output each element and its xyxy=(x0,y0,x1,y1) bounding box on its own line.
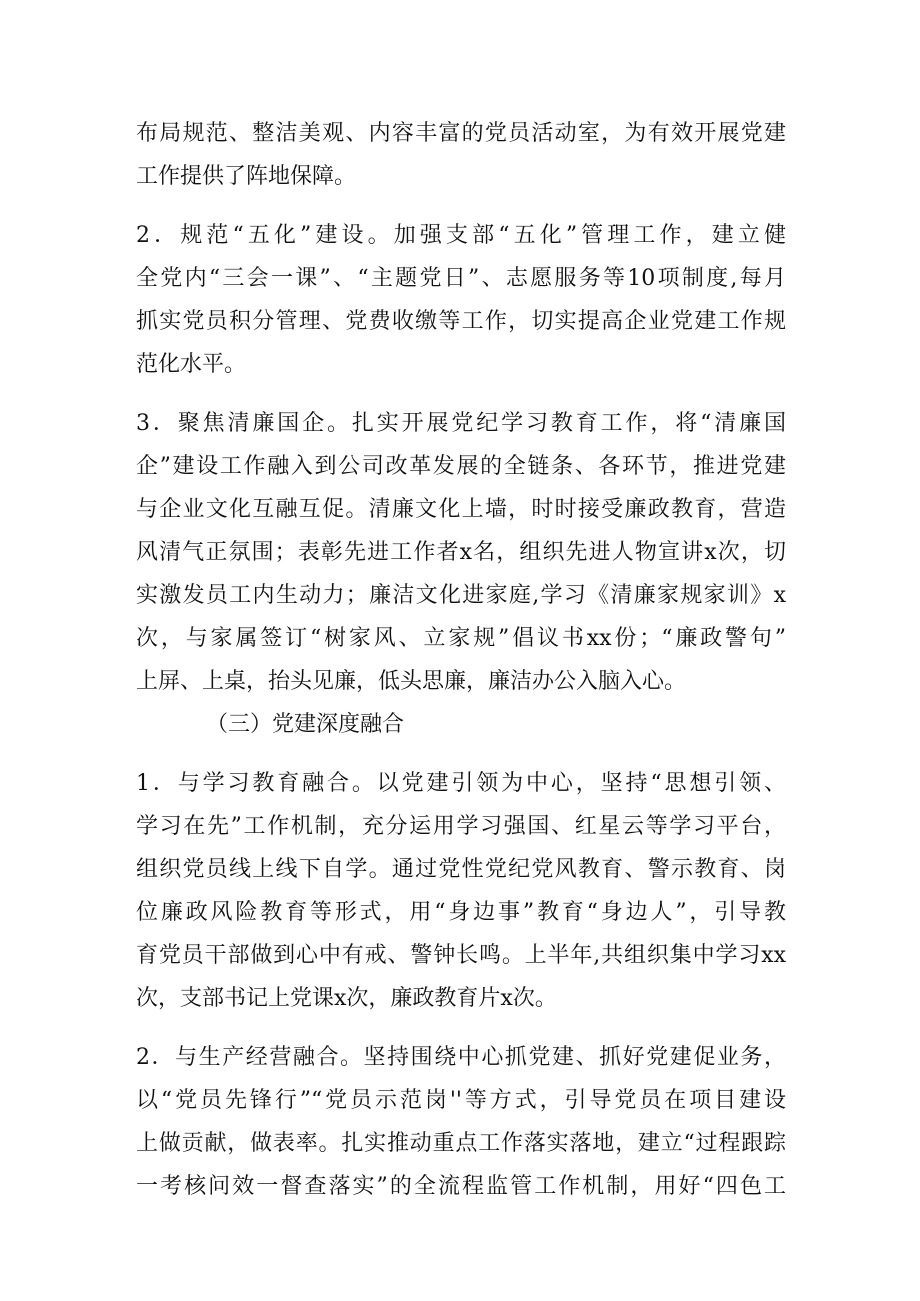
text-line: 与企业文化互融互促。清廉文化上墙，时时接受廉政教育，营造 xyxy=(136,497,786,522)
paragraph xyxy=(136,214,786,386)
document-page xyxy=(136,112,786,1208)
text-line: 位廉政风险教育等形式，用“身边事”教育“身边人”，引导教 xyxy=(136,900,786,925)
paragraph xyxy=(136,762,786,1020)
text-line: 抓实党员积分管理、党费收缴等工作，切实提高企业党建工作规 xyxy=(136,309,786,334)
text-line: 实激发员工内生动力；廉洁文化进家庭,学习《清廉家规家训》x xyxy=(136,583,786,608)
text-line: 2．规范“五化”建设。加强支部“五化”管理工作，建立健 xyxy=(136,223,786,248)
paragraph xyxy=(136,112,786,198)
paragraph xyxy=(136,402,786,703)
text-line: 上屏、上桌，抬头见廉，低头思廉，廉洁办公入脑入心。 xyxy=(136,669,687,694)
text-line: 次，支部书记上党课x次，廉政教育片x次。 xyxy=(136,986,557,1011)
section-heading: （三）党建深度融合 xyxy=(206,712,405,737)
text-line: 育党员干部做到心中有戒、警钟长鸣。上半年,共组织集中学习xx xyxy=(136,943,786,968)
text-line: 以“党员先锋行”“党员示范岗''等方式，引导党员在项目建设 xyxy=(136,1088,786,1113)
text-line: 全党内“三会一课”、“主题党日”、志愿服务等10项制度,每月 xyxy=(136,266,786,291)
text-line: 1．与学习教育融合。以党建引领为中心，坚持“思想引领、 xyxy=(136,771,786,796)
text-line: 风清气正氛围；表彰先进工作者x名，组织先进人物宣讲x次，切 xyxy=(136,540,786,565)
text-line: 工作提供了阵地保障。 xyxy=(136,164,357,189)
text-line: 布局规范、整洁美观、内容丰富的党员活动室，为有效开展党建 xyxy=(136,121,786,146)
paragraph xyxy=(136,1036,786,1208)
text-line: 3．聚焦清廉国企。扎实开展党纪学习教育工作，将“清廉国 xyxy=(136,411,786,436)
text-line: 企”建设工作融入到公司改革发展的全链条、各环节，推进党建 xyxy=(136,454,786,479)
text-line: 2．与生产经营融合。坚持围绕中心抓党建、抓好党建促业务， xyxy=(136,1045,786,1070)
text-line: 组织党员线上线下自学。通过党性党纪党风教育、警示教育、岗 xyxy=(136,857,786,882)
text-line: 一考核问效一督查落实”的全流程监管工作机制，用好“四色工 xyxy=(136,1174,786,1199)
text-line: 学习在先”工作机制，充分运用学习强国、红星云等学习平台， xyxy=(136,814,786,839)
text-line: 范化水平。 xyxy=(136,352,247,377)
text-line: 次，与家属签订“树家风、立家规”倡议书xx份；“廉政警句” xyxy=(136,626,786,651)
text-line: 上做贡献，做表率。扎实推动重点工作落实落地，建立“过程跟踪 xyxy=(136,1131,786,1156)
